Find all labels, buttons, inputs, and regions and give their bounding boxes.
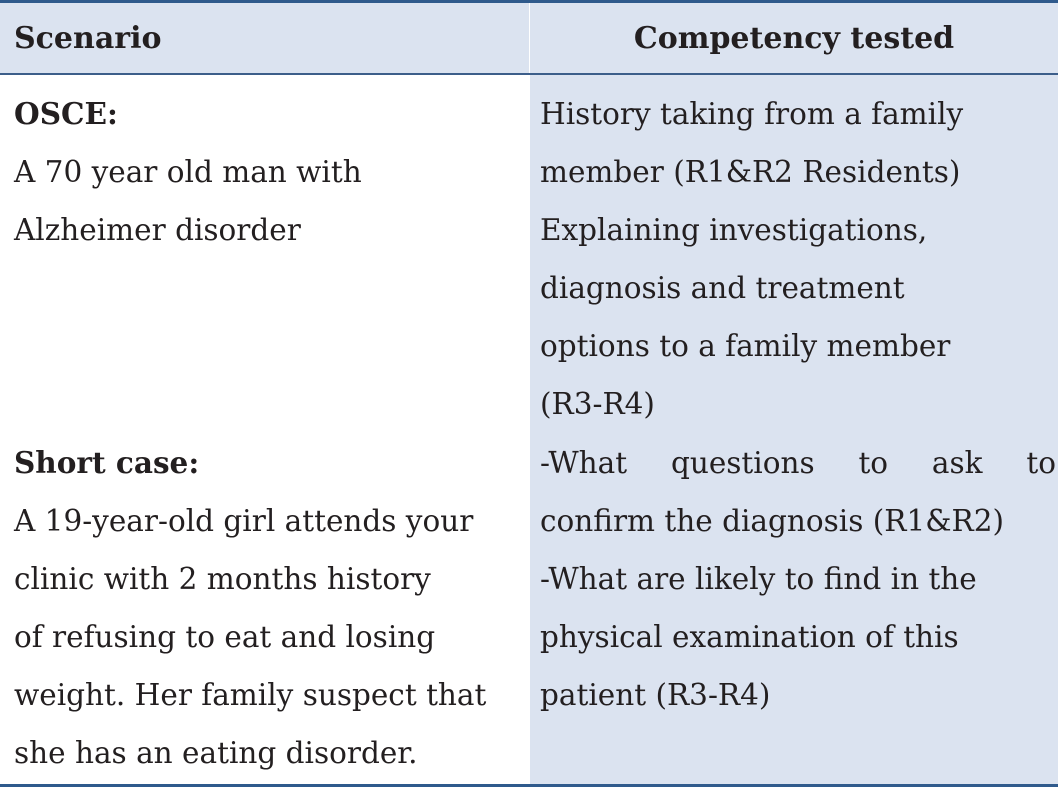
scenario-line: clinic with 2 months history <box>14 562 431 596</box>
competency-line: options to a family member <box>540 329 951 363</box>
competency-line: diagnosis and treatment <box>540 271 905 305</box>
scenario-title: Short case: <box>14 445 200 480</box>
table-header <box>0 3 1058 75</box>
competency-line: patient (R3-R4) <box>540 678 771 712</box>
scenario-line: weight. Her family suspect that <box>14 678 487 712</box>
competency-line: History taking from a family <box>540 97 964 131</box>
competency-line: confirm the diagnosis (R1&R2) <box>540 504 1004 538</box>
scenario-line: of refusing to eat and losing <box>14 620 436 654</box>
scenario-line: Alzheimer disorder <box>14 213 301 247</box>
scenario-cell-short-case <box>14 434 524 782</box>
competency-line: physical examination of this <box>540 620 959 654</box>
competency-cell-osce <box>540 85 1056 433</box>
competency-cell-short-case <box>540 434 1056 724</box>
scenario-cell-osce <box>14 85 524 259</box>
header-competency-tested: Competency tested <box>633 20 955 56</box>
competency-line: (R3-R4) <box>540 387 655 421</box>
header-scenario: Scenario <box>0 3 530 73</box>
word: -What <box>540 446 628 480</box>
competency-line: member (R1&R2 Residents) <box>540 155 961 189</box>
scenario-title: OSCE: <box>14 96 118 131</box>
word: to <box>1026 446 1056 480</box>
word: questions <box>670 446 815 480</box>
competency-line: Explaining investigations, <box>540 213 928 247</box>
scenario-line: she has an eating disorder. <box>14 736 418 770</box>
competency-line-justified <box>540 434 1056 492</box>
scenario-line: A 19-year-old girl attends your <box>14 504 474 538</box>
word: ask <box>931 446 983 480</box>
competency-line: -What are likely to find in the <box>540 562 977 596</box>
scenario-line: A 70 year old man with <box>14 155 362 189</box>
word: to <box>858 446 889 480</box>
